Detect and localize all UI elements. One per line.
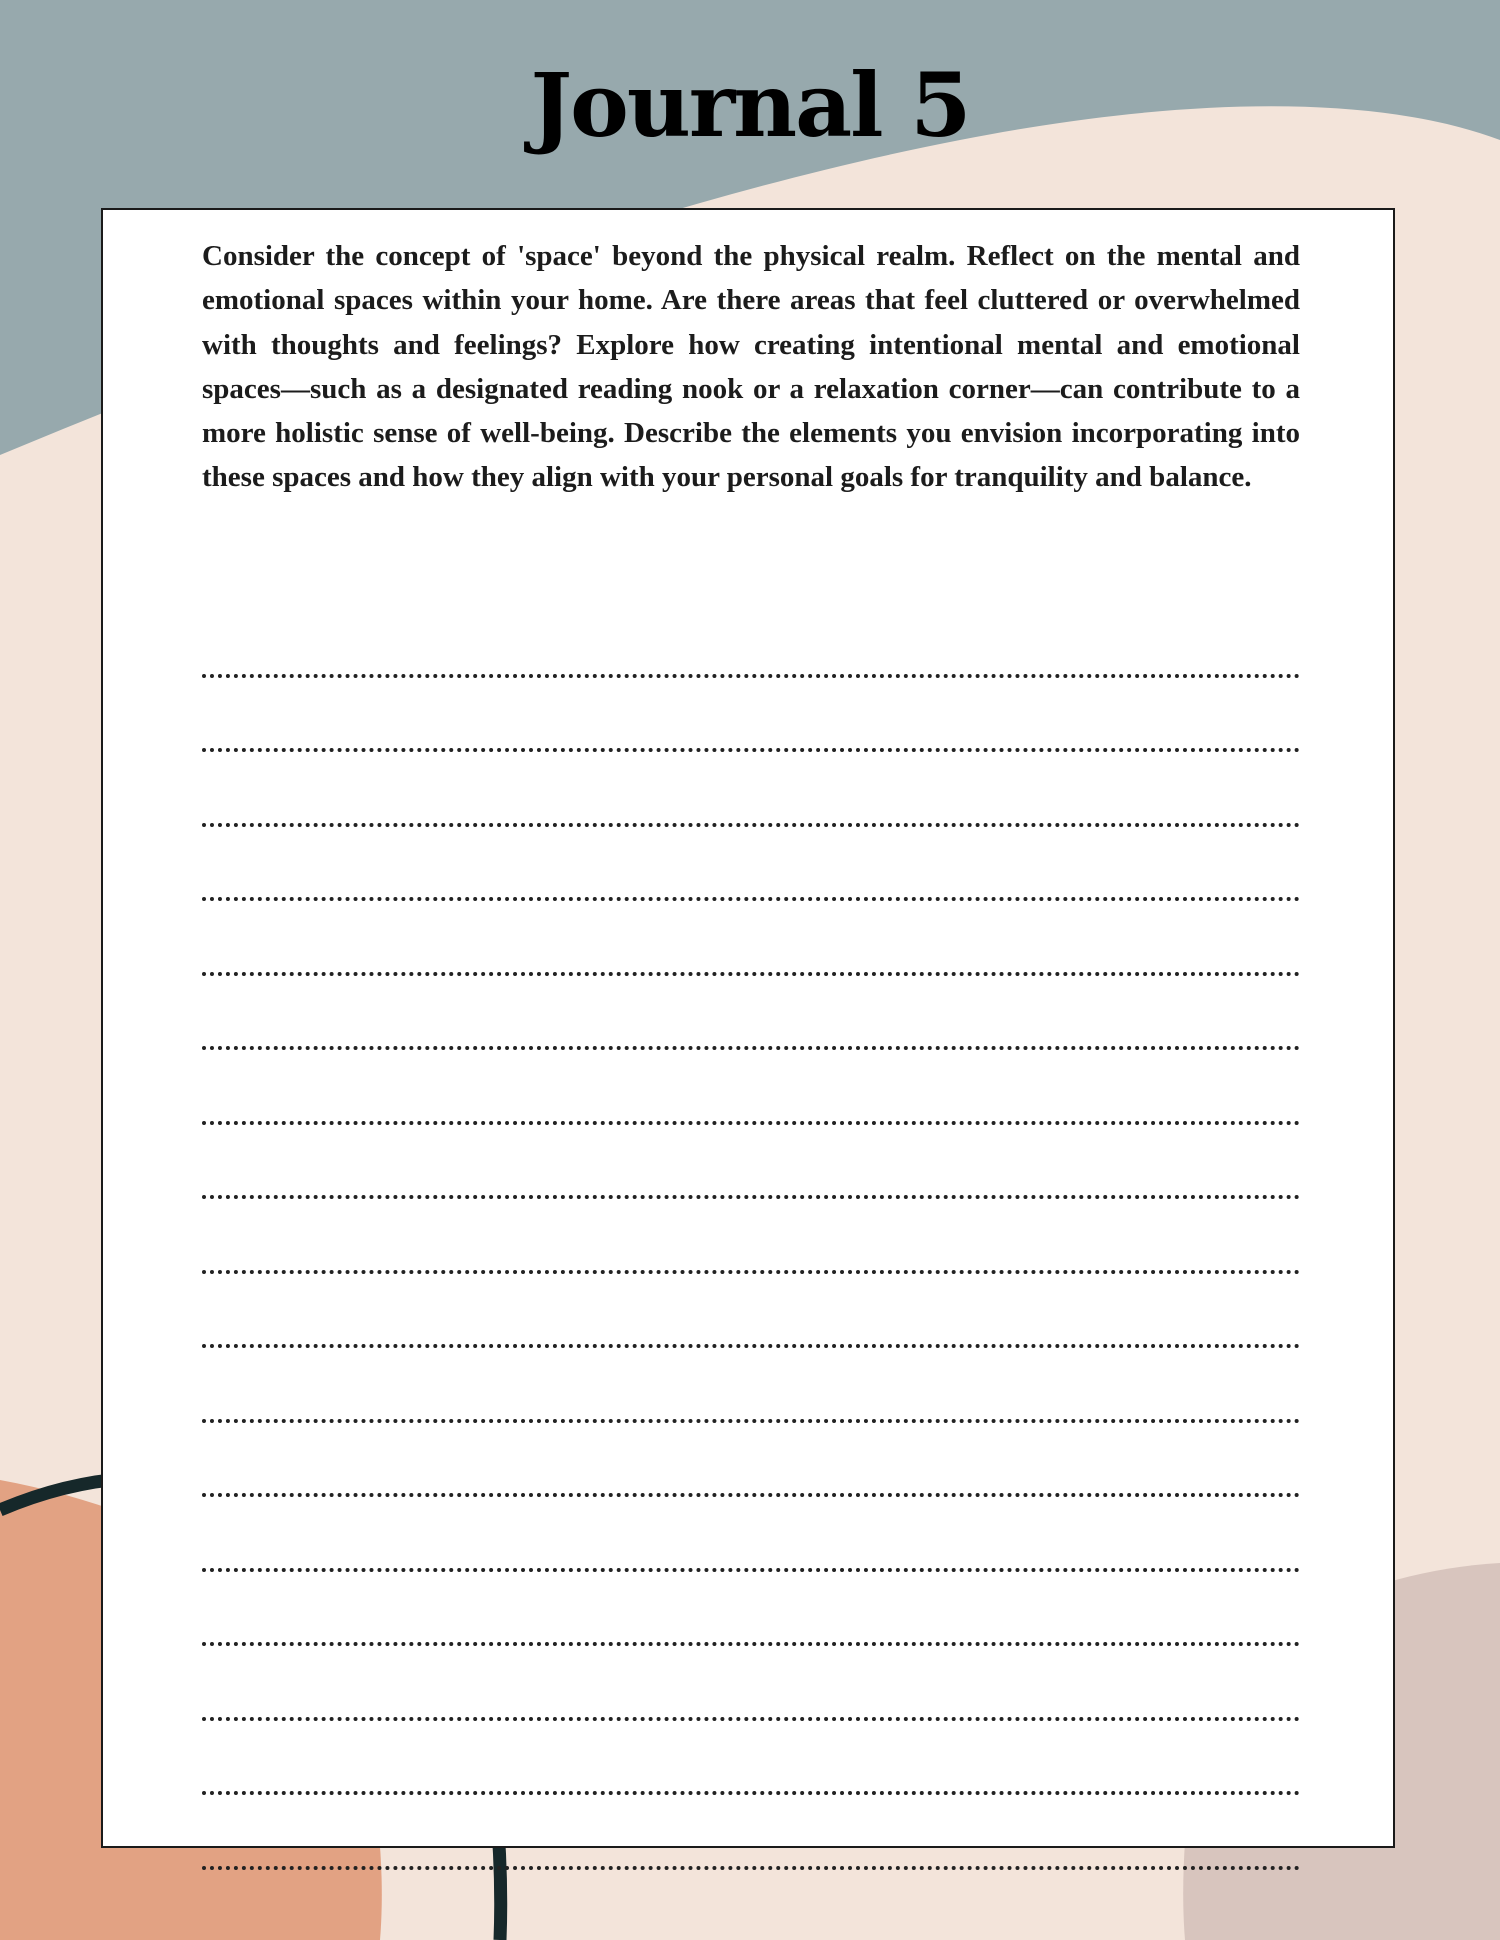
- writing-line[interactable]: [202, 901, 1300, 976]
- writing-lines: [202, 603, 1300, 1870]
- writing-line[interactable]: [202, 1274, 1300, 1349]
- writing-line[interactable]: [202, 678, 1300, 753]
- writing-line[interactable]: [202, 1199, 1300, 1274]
- writing-line[interactable]: [202, 827, 1300, 902]
- writing-line[interactable]: [202, 1572, 1300, 1647]
- writing-line[interactable]: [202, 752, 1300, 827]
- writing-line[interactable]: [202, 1050, 1300, 1125]
- writing-line[interactable]: [202, 1423, 1300, 1498]
- writing-line[interactable]: [202, 1795, 1300, 1870]
- writing-line[interactable]: [202, 1348, 1300, 1423]
- journal-prompt: Consider the concept of 'space' beyond the physical realm. Reflect on the mental and emotional spaces within your home. Are there areas that feel cluttered or overwhelmed with thoughts and feelings? Explore how creating intentional mental and emotional spaces—such as a designated reading nook or a relaxation corner—can contribute to a more holistic sense of well-being. Describe the elements you envision incorporating into these spaces and how they align with your personal goals for tranquility and balance.: [202, 240, 1300, 494]
- writing-line[interactable]: [202, 976, 1300, 1051]
- journal-card: [101, 208, 1395, 1848]
- writing-line[interactable]: [202, 1721, 1300, 1796]
- writing-line[interactable]: [202, 1497, 1300, 1572]
- writing-line[interactable]: [202, 603, 1300, 678]
- writing-line[interactable]: [202, 1646, 1300, 1721]
- page-title: Journal 5: [530, 53, 970, 157]
- writing-line[interactable]: [202, 1125, 1300, 1200]
